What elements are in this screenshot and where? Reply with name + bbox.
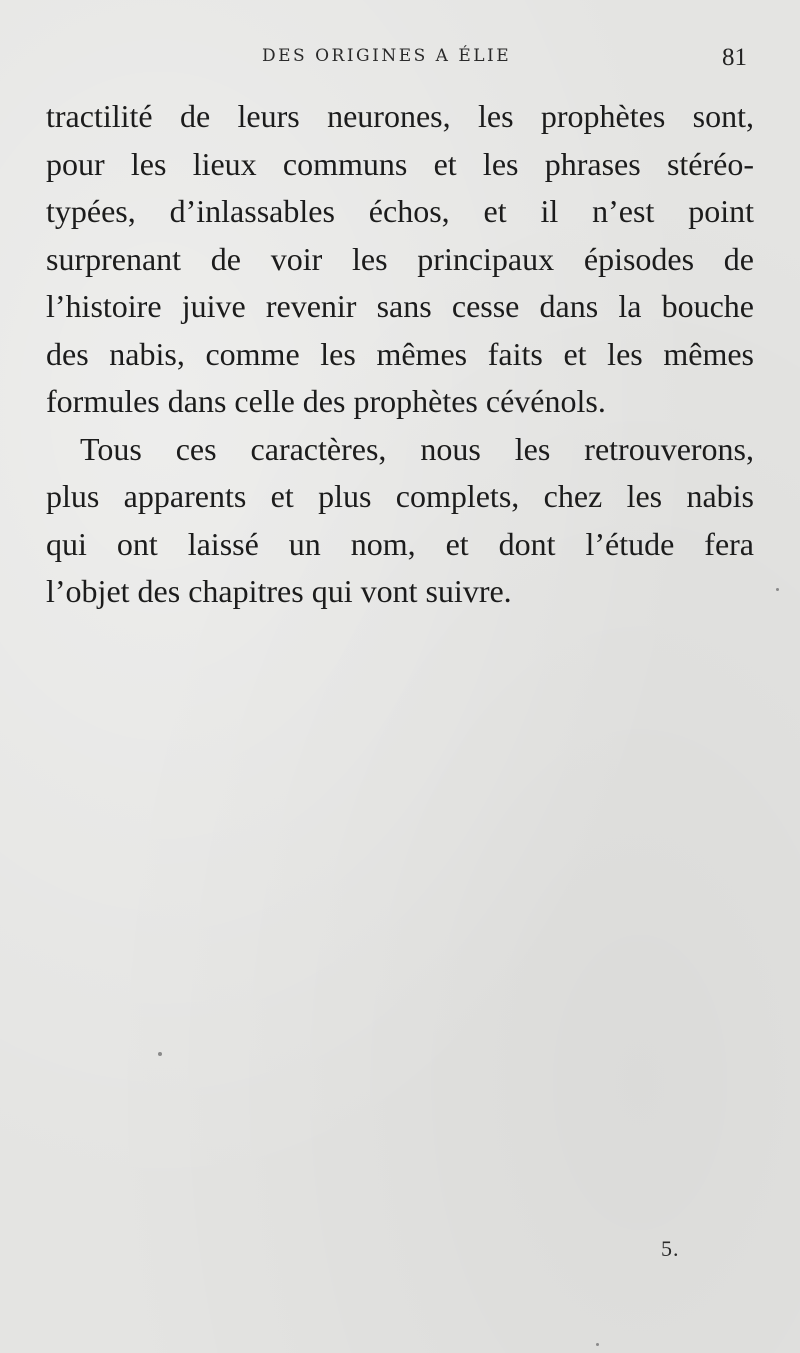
- text-line: Tous ces caractères, nous les retrouverons,: [80, 430, 754, 467]
- text-line: l’histoire juive revenir sans cesse dans la bouche: [46, 288, 754, 324]
- text-line: l’objet des chapitres qui vont suivre.: [46, 573, 512, 609]
- running-title: DES ORIGINES A ÉLIE: [262, 46, 512, 66]
- text-line: des nabis, comme les mêmes faits et les mêmes: [46, 335, 754, 372]
- paragraph-2: [46, 426, 754, 616]
- text-line: surprenant de voir les principaux épisodes de: [46, 240, 754, 277]
- page-number: 81: [722, 44, 747, 71]
- text-line: typées, d’inlassables échos, et il n’est point: [46, 193, 754, 229]
- running-head: [0, 44, 800, 74]
- text-line: plus apparents et plus complets, chez les nabis: [46, 478, 754, 514]
- text-line: qui ont laissé un nom, et dont l’étude fera: [46, 525, 754, 562]
- paragraph-1: [46, 93, 754, 426]
- body-text: [46, 93, 754, 616]
- paper-speck: [776, 588, 779, 591]
- text-line: pour les lieux communs et les phrases stéréo-: [46, 145, 754, 182]
- signature-mark: 5.: [661, 1236, 680, 1261]
- text-line: tractilité de leurs neurones, les prophètes sont,: [46, 98, 754, 134]
- text-line: formules dans celle des prophètes cévénols.: [46, 383, 606, 419]
- paper-speck: [158, 1052, 162, 1056]
- paper-speck: [596, 1343, 599, 1346]
